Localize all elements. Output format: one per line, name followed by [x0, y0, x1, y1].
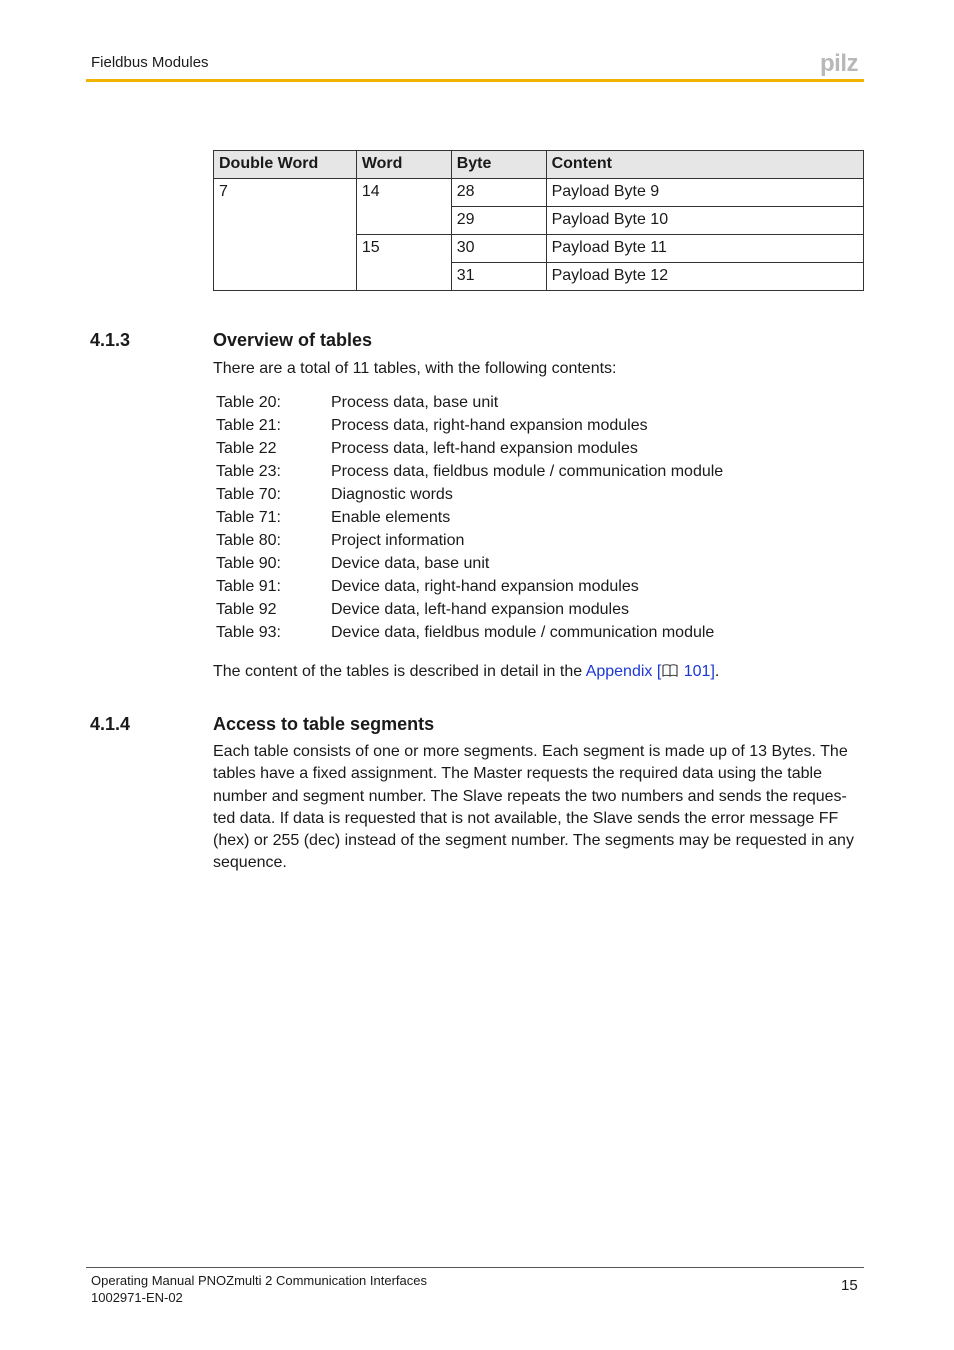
list-item [216, 460, 723, 483]
list-item [216, 483, 723, 506]
list-item [216, 529, 723, 552]
cell-word: 14 [356, 179, 451, 235]
body-line: sequence. [213, 854, 287, 872]
list-item-name: Table 22 [216, 440, 277, 457]
list-item-name: Table 23: [216, 463, 281, 480]
header-rule [86, 79, 864, 82]
cell-content: Payload Byte 12 [546, 263, 863, 291]
section-414-body [213, 741, 865, 875]
body-line: (hex) or 255 (dec) instead of the segment number. The segments may be requested in any [213, 832, 854, 850]
logo-text: pilz [820, 50, 858, 76]
list-item-desc: Project information [331, 532, 465, 549]
book-icon [662, 663, 678, 685]
body-line: ted data. If data is requested that is not available, the Slave sends the error message FF [213, 809, 839, 827]
appendix-link-page: 101] [679, 663, 715, 680]
list-item [216, 506, 723, 529]
section-number-414: 4.1.4 [90, 714, 131, 734]
list-item-desc: Process data, fieldbus module / communication module [331, 463, 724, 480]
list-item-name: Table 71: [216, 509, 281, 526]
outro-suffix: . [714, 663, 720, 680]
list-item-desc: Device data, base unit [331, 555, 490, 572]
list-item-desc: Process data, base unit [331, 394, 499, 411]
tables-list [216, 391, 723, 644]
cell-byte: 28 [451, 179, 546, 207]
appendix-link-text: Appendix [585, 663, 653, 680]
list-item [216, 552, 723, 575]
cell-content: Payload Byte 11 [546, 235, 863, 263]
list-item-desc: Enable elements [331, 509, 451, 526]
footer-rule [86, 1267, 864, 1268]
table-row [214, 179, 864, 207]
section-title-414: Access to table segments [213, 714, 435, 734]
list-item-name: Table 92 [216, 601, 277, 618]
list-item [216, 621, 723, 644]
header-content: Content [546, 151, 863, 179]
payload-table [213, 150, 864, 291]
list-item-name: Table 80: [216, 532, 281, 549]
page-number: 15 [841, 1277, 858, 1294]
list-item-name: Table 21: [216, 417, 281, 434]
cell-double-word: 7 [214, 179, 357, 291]
list-item-desc: Diagnostic words [331, 486, 453, 503]
body-line: tables have a fixed assignment. The Master requests the required data using the table [213, 765, 822, 783]
cell-word: 15 [356, 235, 451, 291]
cell-content: Payload Byte 10 [546, 207, 863, 235]
running-header: Fieldbus Modules [91, 54, 209, 71]
cell-content: Payload Byte 9 [546, 179, 863, 207]
header-word: Word [356, 151, 451, 179]
list-item-name: Table 90: [216, 555, 281, 572]
list-item-desc: Process data, left-hand expansion modules [331, 440, 638, 457]
appendix-link-open: [ [652, 663, 662, 680]
cell-byte: 29 [451, 207, 546, 235]
list-item-desc: Device data, left-hand expansion modules [331, 601, 629, 618]
list-item-name: Table 91: [216, 578, 281, 595]
body-line: Each table consists of one or more segments. Each segment is made up of 13 Bytes. The [213, 743, 848, 760]
outro-prefix: The content of the tables is described in detail in the [213, 663, 586, 680]
list-item-name: Table 70: [216, 486, 281, 503]
list-item-name: Table 93: [216, 624, 281, 641]
list-item [216, 437, 723, 460]
list-item-name: Table 20: [216, 394, 281, 411]
list-item [216, 598, 723, 621]
appendix-link[interactable] [586, 663, 715, 680]
section-number-413: 4.1.3 [90, 330, 131, 350]
list-item-desc: Process data, right-hand expansion modules [331, 417, 648, 434]
body-line: number and segment number. The Slave repeats the two numbers and sends the reques- [213, 787, 847, 805]
section-413-intro: There are a total of 11 tables, with the following contents: [213, 360, 617, 377]
list-item [216, 414, 723, 437]
list-item [216, 575, 723, 598]
header-byte: Byte [451, 151, 546, 179]
cell-byte: 30 [451, 235, 546, 263]
table-header-row [214, 151, 864, 179]
list-item-desc: Device data, right-hand expansion modules [331, 578, 639, 595]
section-413-outro [213, 661, 865, 685]
list-item-desc: Device data, fieldbus module / communication module [331, 624, 715, 641]
cell-byte: 31 [451, 263, 546, 291]
section-title-413: Overview of tables [213, 330, 373, 350]
header-double-word: Double Word [214, 151, 357, 179]
list-item [216, 391, 723, 414]
footer-manual-title: Operating Manual PNOZmulti 2 Communication Interfaces [91, 1273, 427, 1288]
pilz-logo [820, 50, 864, 81]
footer-doc-number: 1002971-EN-02 [91, 1290, 183, 1305]
